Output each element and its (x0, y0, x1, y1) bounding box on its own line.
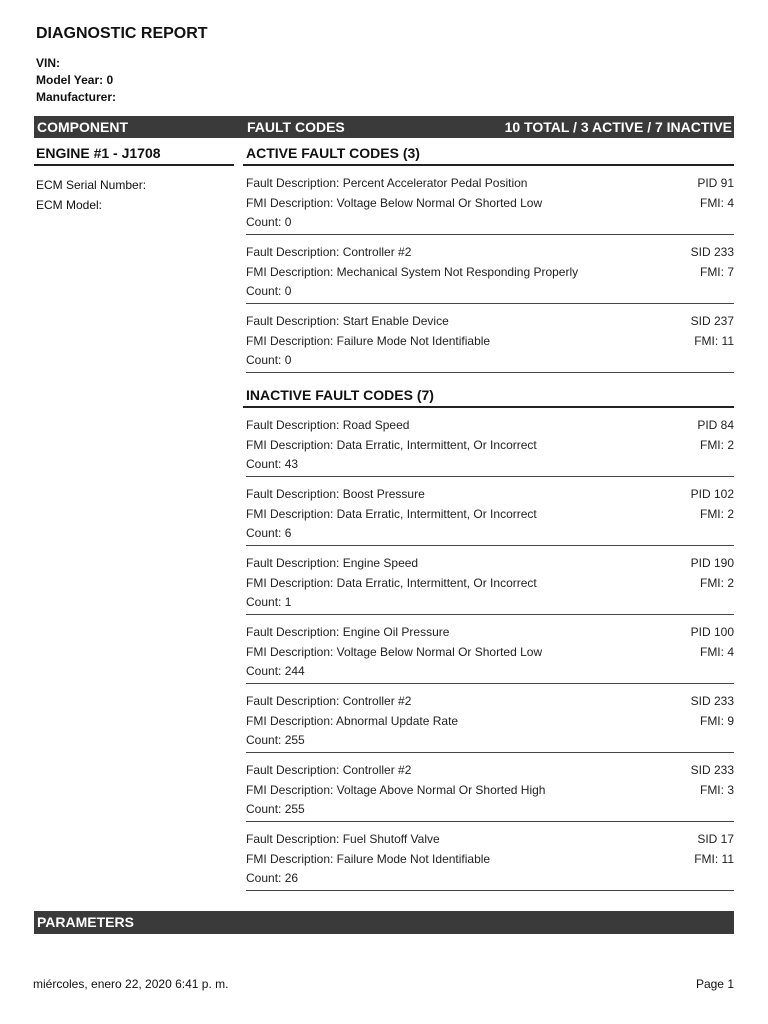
fmi-code: FMI: 9 (699, 713, 734, 728)
inactive-fault-list (246, 408, 734, 891)
report-title: DIAGNOSTIC REPORT (36, 25, 208, 42)
occurrence-count: Count: 43 (246, 457, 299, 472)
active-fault-codes-title: ACTIVE FAULT CODES (3) (246, 145, 420, 161)
manufacturer-label: Manufacturer: (36, 90, 117, 104)
fault-code-entry (246, 312, 734, 373)
occurrence-count: Count: 0 (246, 284, 292, 299)
page-number: Page 1 (695, 977, 734, 991)
fault-description: Fault Description: Percent Accelerator Pedal Position (246, 176, 528, 190)
fault-description: Fault Description: Boost Pressure (246, 487, 425, 501)
fault-description: Fault Description: Controller #2 (246, 763, 412, 777)
occurrence-count: Count: 6 (246, 526, 292, 541)
occurrence-count: Count: 244 (246, 664, 305, 679)
fault-code: SID 237 (690, 314, 734, 328)
fault-code: PID 100 (690, 625, 734, 639)
fmi-code: FMI: 11 (694, 851, 734, 866)
fmi-description: FMI Description: Data Erratic, Intermittent, Or Incorrect (246, 437, 537, 452)
fmi-code: FMI: 2 (699, 437, 734, 452)
fault-code-entry (246, 416, 734, 477)
fmi-description: FMI Description: Mechanical System Not Responding Properly (246, 264, 579, 279)
component-name: ENGINE #1 - J1708 (36, 145, 161, 161)
footer-date: miércoles, enero 22, 2020 6:41 p. m. (33, 977, 229, 991)
fault-code-entry (246, 692, 734, 753)
fault-code-entry (246, 243, 734, 304)
fault-code-entry (246, 554, 734, 615)
fault-codes-column-header: FAULT CODES (247, 119, 345, 135)
vehicle-info (36, 55, 116, 106)
occurrence-count: Count: 0 (246, 215, 292, 230)
fault-summary: 10 TOTAL / 3 ACTIVE / 7 INACTIVE (504, 119, 732, 135)
fmi-code: FMI: 4 (699, 644, 734, 659)
fault-code: SID 17 (697, 832, 734, 846)
fmi-code: FMI: 2 (699, 575, 734, 590)
fault-code-entry (246, 485, 734, 546)
fault-code: PID 102 (690, 487, 734, 501)
fault-codes-column (246, 143, 734, 899)
parameters-header-bar (34, 911, 734, 934)
fmi-description: FMI Description: Voltage Below Normal Or Shorted Low (246, 644, 543, 659)
active-fault-list (246, 166, 734, 373)
fmi-description: FMI Description: Failure Mode Not Identifiable (246, 851, 491, 866)
inactive-fault-codes-title: INACTIVE FAULT CODES (7) (246, 387, 434, 403)
fault-description: Fault Description: Road Speed (246, 418, 410, 432)
occurrence-count: Count: 26 (246, 871, 299, 886)
fmi-description: FMI Description: Data Erratic, Intermittent, Or Incorrect (246, 575, 537, 590)
fault-description: Fault Description: Start Enable Device (246, 314, 449, 328)
occurrence-count: Count: 0 (246, 353, 292, 368)
occurrence-count: Count: 1 (246, 595, 292, 610)
fmi-description: FMI Description: Data Erratic, Intermittent, Or Incorrect (246, 506, 537, 521)
fault-description: Fault Description: Engine Oil Pressure (246, 625, 450, 639)
parameters-title: PARAMETERS (37, 914, 134, 930)
fault-code: SID 233 (690, 763, 734, 777)
component-divider (34, 164, 234, 166)
occurrence-count: Count: 255 (246, 802, 305, 817)
fmi-code: FMI: 3 (699, 782, 734, 797)
fault-description: Fault Description: Controller #2 (246, 694, 412, 708)
fmi-code: FMI: 4 (699, 195, 734, 210)
fmi-description: FMI Description: Voltage Below Normal Or Shorted Low (246, 195, 543, 210)
fault-description: Fault Description: Engine Speed (246, 556, 419, 570)
model-year-label: Model Year: 0 (36, 73, 114, 87)
component-column-header: COMPONENT (37, 119, 128, 135)
fault-code: PID 91 (697, 176, 734, 190)
fault-code: SID 233 (690, 694, 734, 708)
fault-code: PID 84 (697, 418, 734, 432)
fmi-code: FMI: 11 (694, 333, 734, 348)
fault-description: Fault Description: Fuel Shutoff Valve (246, 832, 440, 846)
ecm-serial-label: ECM Serial Number: (36, 178, 147, 192)
fault-code: SID 233 (690, 245, 734, 259)
table-header-bar (34, 116, 734, 138)
fmi-code: FMI: 2 (699, 506, 734, 521)
fault-code-entry (246, 761, 734, 822)
fmi-code: FMI: 7 (699, 264, 734, 279)
vin-label: VIN: (36, 56, 60, 70)
fmi-description: FMI Description: Abnormal Update Rate (246, 713, 459, 728)
fmi-description: FMI Description: Voltage Above Normal Or Shorted High (246, 782, 546, 797)
fault-code-entry (246, 174, 734, 235)
fmi-description: FMI Description: Failure Mode Not Identifiable (246, 333, 491, 348)
fault-code-entry (246, 623, 734, 684)
ecm-model-label: ECM Model: (36, 198, 103, 212)
fault-code-entry (246, 830, 734, 891)
ecm-info (36, 175, 146, 215)
fault-code: PID 190 (690, 556, 734, 570)
occurrence-count: Count: 255 (246, 733, 305, 748)
fault-description: Fault Description: Controller #2 (246, 245, 412, 259)
